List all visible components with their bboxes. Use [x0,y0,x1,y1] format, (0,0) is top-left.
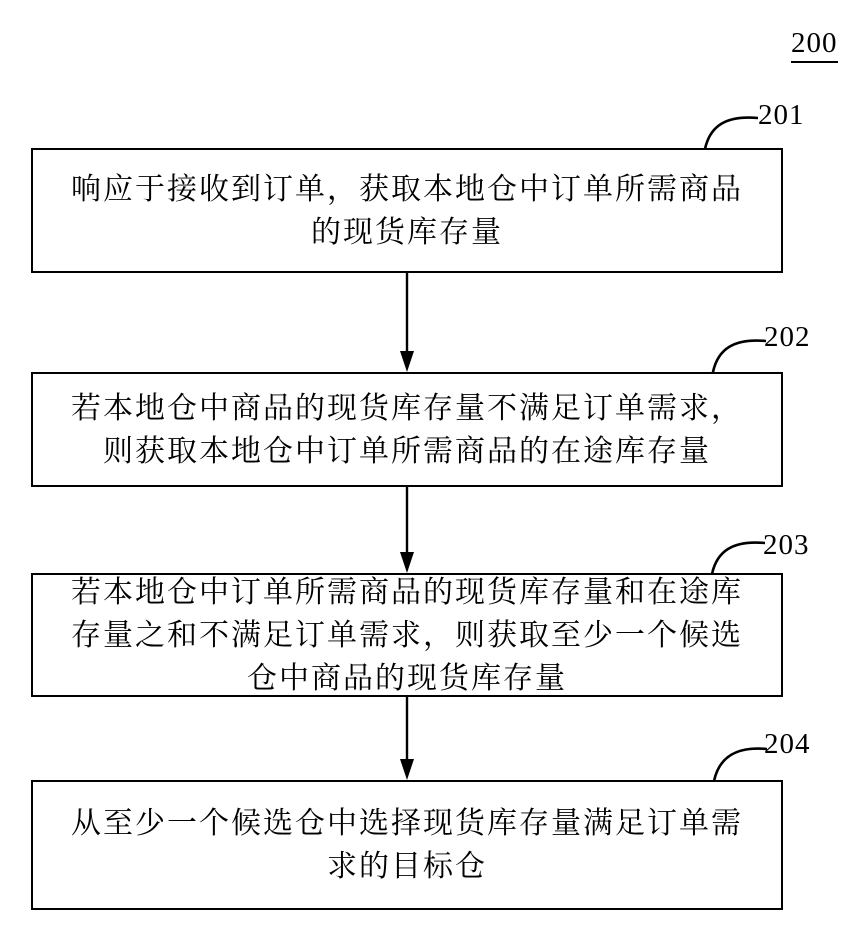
step-ref-204: 204 [764,728,811,760]
flow-arrow-203-204 [397,697,417,780]
flow-arrow-202-203 [397,487,417,573]
flow-arrow-201-202 [397,273,417,372]
step-text-line: 则获取本地仓中订单所需商品的在途库存量 [103,434,711,468]
step-text-line: 求的目标仓 [327,850,487,883]
figure-number: 200 [791,28,838,63]
step-text-line: 若本地仓中订单所需商品的现货库存量和在途库 [71,575,743,609]
step-box-201 [31,148,783,273]
step-ref-201: 201 [758,99,805,131]
step-text-line: 的现货库存量 [311,215,503,249]
leader-curve-204 [711,742,767,782]
leader-curve-203 [709,537,765,575]
step-box-203 [31,573,783,697]
step-box-204 [31,780,783,910]
leader-curve-202 [710,333,766,373]
step-text-line: 若本地仓中商品的现货库存量不满足订单需求， [71,391,743,425]
step-text-line: 存量之和不满足订单需求，则获取至少一个候选 [71,618,743,652]
step-text-line: 响应于接收到订单，获取本地仓中订单所需商品 [71,172,743,206]
step-ref-203: 203 [763,529,810,561]
step-ref-202: 202 [764,321,811,353]
step-text-line: 从至少一个候选仓中选择现货库存量满足订单需 [71,807,743,840]
step-box-202 [31,372,783,487]
step-text-line: 仓中商品的现货库存量 [247,661,567,695]
leader-curve-201 [702,111,758,150]
